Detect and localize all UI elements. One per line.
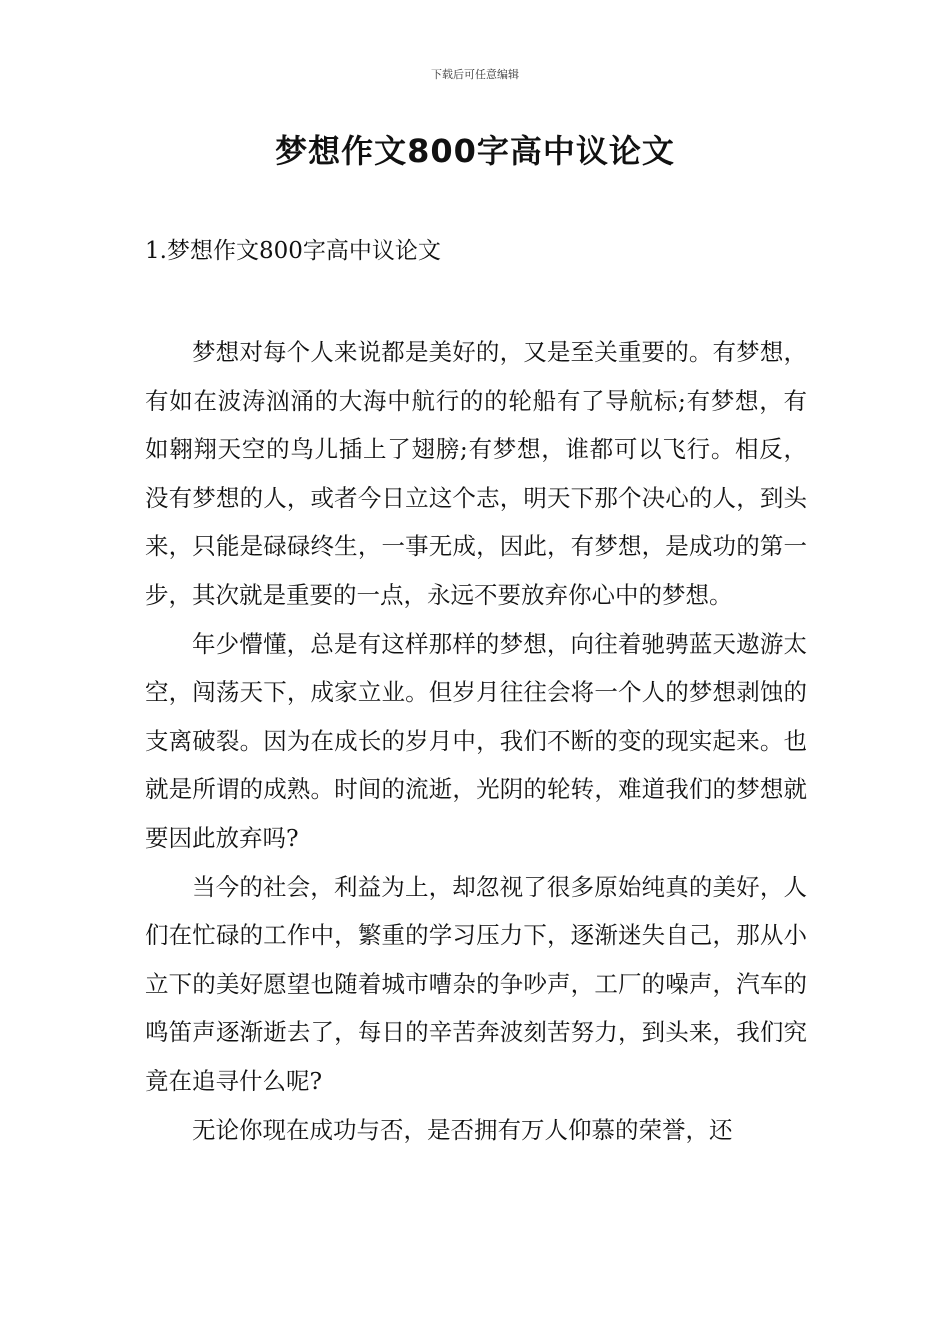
- body-text: [145, 328, 807, 1154]
- document-title: 梦想作文800字高中议论文: [275, 132, 675, 170]
- paragraph: 当今的社会，利益为上，却忽视了很多原始纯真的美好，人们在忙碌的工作中，繁重的学习压力下，逐渐迷失自己，那从小立下的美好愿望也随着城市嘈杂的争吵声，工厂的噪声，汽车的鸣笛声逐渐逝去了，每日的辛苦奔波刻苦努力，到头来，我们究竟在追寻什么呢?: [145, 872, 807, 1095]
- section-heading: 1.梦想作文800字高中议论文: [145, 238, 441, 264]
- paragraph: 梦想对每个人来说都是美好的，又是至关重要的。有梦想，有如在波涛汹涌的大海中航行的的轮船有了导航标;有梦想，有如翱翔天空的鸟儿插上了翅膀;有梦想，谁都可以飞行。相反，没有梦想的人，或者今日立这个志，明天下那个决心的人，到头来，只能是碌碌终生，一事无成，因此，有梦想，是成功的第一步，其次就是重要的一点，永远不要放弃你心中的梦想。: [145, 338, 807, 609]
- paragraph: 年少懵懂，总是有这样那样的梦想，向往着驰骋蓝天遨游太空，闯荡天下，成家立业。但岁月往往会将一个人的梦想剥蚀的支离破裂。因为在成长的岁月中，我们不断的变的现实起来。也就是所谓的成熟。时间的流逝，光阴的轮转，难道我们的梦想就要因此放弃吗?: [145, 629, 807, 852]
- header-note: 下载后可任意编辑: [431, 68, 519, 81]
- paragraph: 无论你现在成功与否，是否拥有万人仰慕的荣誉，还: [192, 1115, 733, 1144]
